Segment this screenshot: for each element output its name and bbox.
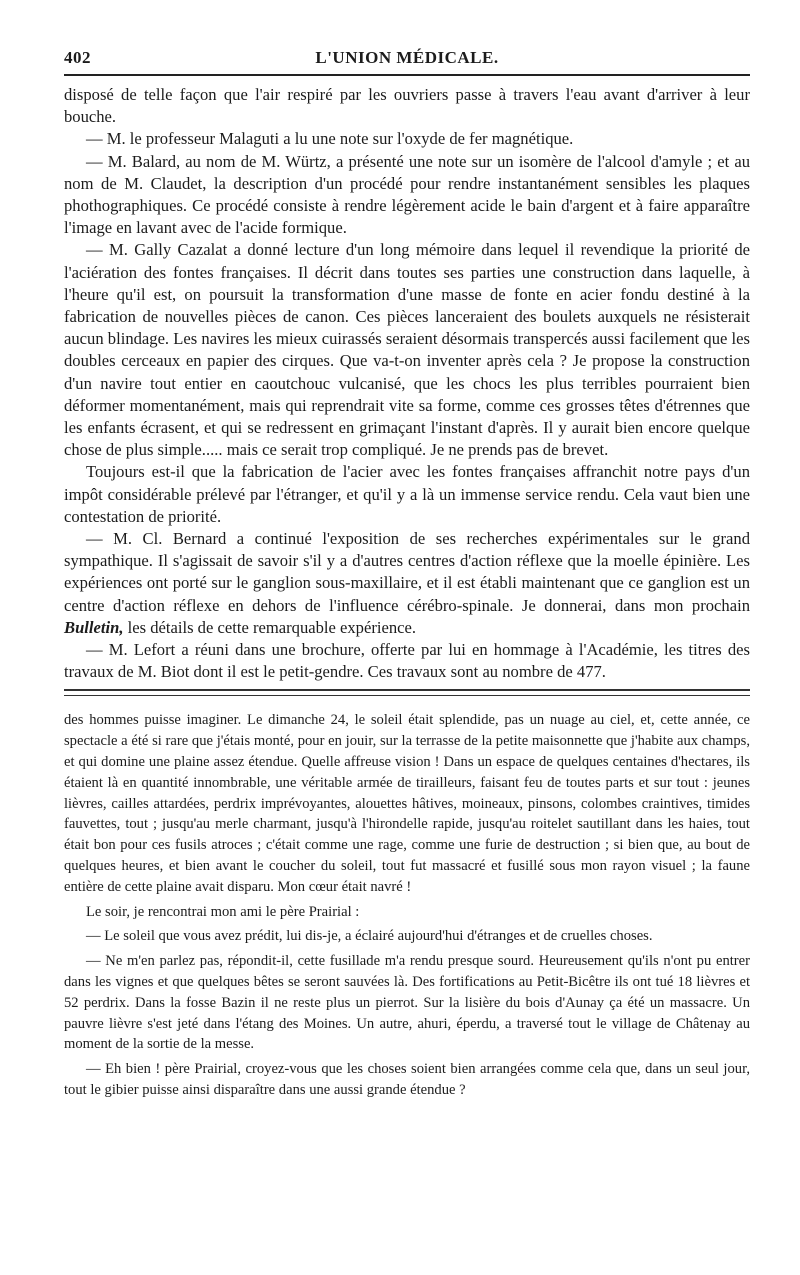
academy-report bbox=[64, 84, 750, 683]
page-header bbox=[64, 44, 750, 74]
paragraph-malaguti: — M. le professeur Malaguti a lu une note sur l'oxyde de fer magnétique. bbox=[86, 129, 574, 149]
paragraph-gally-cazalat: — M. Gally Cazalat a donné lecture d'un long mémoire dans lequel il revendique la priorité de l'aciération des fontes françaises. Il décrit dans toutes ses parties une construction dans laquelle, à l'heure qu'il est, on poursuit la transformation d'une masse de fonte en acier fondu destiné à la fabrication de nouvelles pièces de canon. Ces pièces lanceraient des boulets auxquels ne résisterait aucun blindage. Les navires les mieux cuirassés seraient désormais transpercés aussi facilement que les doubles cerceaux en papier des cirques. Que va-t-on inventer après cela ? Je propose la construction d'un navire tout entier en caoutchouc vulcanisé, que les chocs les plus terribles pourraient bien déformer momentanément, mais qui reprendrait vite sa forme, comme ces grosses têtes d'étrennes que les enfants écrasent, et qui se redressent en grimaçant l'instant d'après. Il y aurait bien encore quelque chose de plus simple..... mais ce serait trop compliqué. Je ne prends pas de brevet. bbox=[64, 240, 750, 460]
header-rule bbox=[64, 74, 750, 76]
running-title: L'UNION MÉDICALE. bbox=[315, 48, 499, 67]
bulletin-title: Bulletin, bbox=[64, 617, 124, 637]
feuilleton-paragraph: — Eh bien ! père Prairial, croyez-vous que les choses soient bien arrangées comme cela que, dans un seul jour, tout le gibier puisse ainsi disparaître dans une aussi grande étendue ? bbox=[64, 1061, 750, 1099]
paragraph-acier: Toujours est-il que la fabrication de l'acier avec les fontes françaises affranchit notre pays d'un impôt considérable prélevé par l'étranger, et qu'il y a là un immense service rendu. Cela vaut bien une contestation de priorité. bbox=[64, 462, 750, 526]
page-number: 402 bbox=[64, 48, 91, 67]
bernard-tail: les détails de cette remarquable expérience. bbox=[123, 617, 417, 637]
paragraph-balard: — M. Balard, au nom de M. Würtz, a présenté une note sur un isomère de l'alcool d'amyle ; et au nom de M. Claudet, la description d'un procédé pour rendre instantanément sensibles les plaques phothographiques. Ce procédé consiste à rendre légèrement acide le bain d'argent et à faire apparaître l'image en lavant avec de l'acide formique. bbox=[64, 151, 750, 238]
feuilleton-paragraph: Le soir, je rencontrai mon ami le père Prairial : bbox=[86, 903, 360, 920]
feuilleton-paragraph: — Ne m'en parlez pas, répondit-il, cette fusillade m'a rendu presque sourd. Heureusement qu'ils n'ont pu entrer dans les vignes et que quelques bêtes se seront sauvées là. Des fortifications au Petit-Bicêtre ils ont tué 18 lièvres et 52 perdrix. Dans la fosse Bazin il ne reste plus un pierrot. Sur la lisière du bois d'Aunay ça été un massacre. Un pauvre lièvre s'est jeté dans l'étang des Moines. Un autre, ahuri, éperdu, a traversé tout le village de Châtenay au moment de la sortie de la messe. bbox=[64, 953, 750, 1053]
feuilleton-divider bbox=[64, 689, 750, 696]
feuilleton-paragraph: des hommes puisse imaginer. Le dimanche 24, le soleil était splendide, pas un nuage au ciel, et, cette année, ce spectacle a été si rare que j'étais monté, pour en jouir, sur la terrasse de la petite maisonnette que j'habite aux champs, et qui domine une plaine assez étendue. Quelle affreuse vision ! Dans un espace de quelques centaines d'hectares, ils étaient là en quantité innombrable, une véritable armée de tirailleurs, faisant feu de toutes parts et sur tout : jeunes lièvres, cailles attardées, perdrix imprévoyantes, alouettes hâtives, moineaux, pinsons, colombes craintives, timides fauvettes, tout ; jusqu'au merle charmant, jusqu'à l'hirondelle rapide, jusqu'au roitelet sautillant dans les haies, tout était bon pour ces fusils atroces ; c'était comme une rage, comme une furie de destruction ; si bien que, au bout de quelques heures, et bien avant le coucher du soleil, tout fut massacré et fusillé sous mon rayon visuel ; la faune entière de cette plaine avait disparu. Mon cœur était navré ! bbox=[64, 712, 750, 895]
feuilleton-paragraph: — Le soleil que vous avez prédit, lui dis-je, a éclairé aujourd'hui d'étranges et de cruelles choses. bbox=[86, 928, 653, 945]
paragraph-lefort: — M. Lefort a réuni dans une brochure, offerte par lui en hommage à l'Académie, les titres des travaux de M. Biot dont il est le petit-gendre. Ces travaux sont au nombre de 477. bbox=[64, 640, 750, 682]
paragraph-bernard bbox=[64, 528, 750, 639]
feuilleton bbox=[64, 710, 750, 1100]
bernard-text: — M. Cl. Bernard a continué l'exposition de ses recherches expérimentales sur le grand sympathique. Il s'agissait de savoir s'il y a d'autres centres d'action réflexe que la moelle épinière. Les expériences ont porté sur le ganglion sous-maxillaire, et il est établi maintenant que ce ganglion est un centre d'action réflexe en dehors de l'influence cérébro-spinale. Je donnerai, dans mon prochain bbox=[64, 529, 750, 615]
paragraph-continuation: disposé de telle façon que l'air respiré par les ouvriers passe à travers l'eau avant d'arriver à leur bouche. bbox=[64, 85, 750, 127]
